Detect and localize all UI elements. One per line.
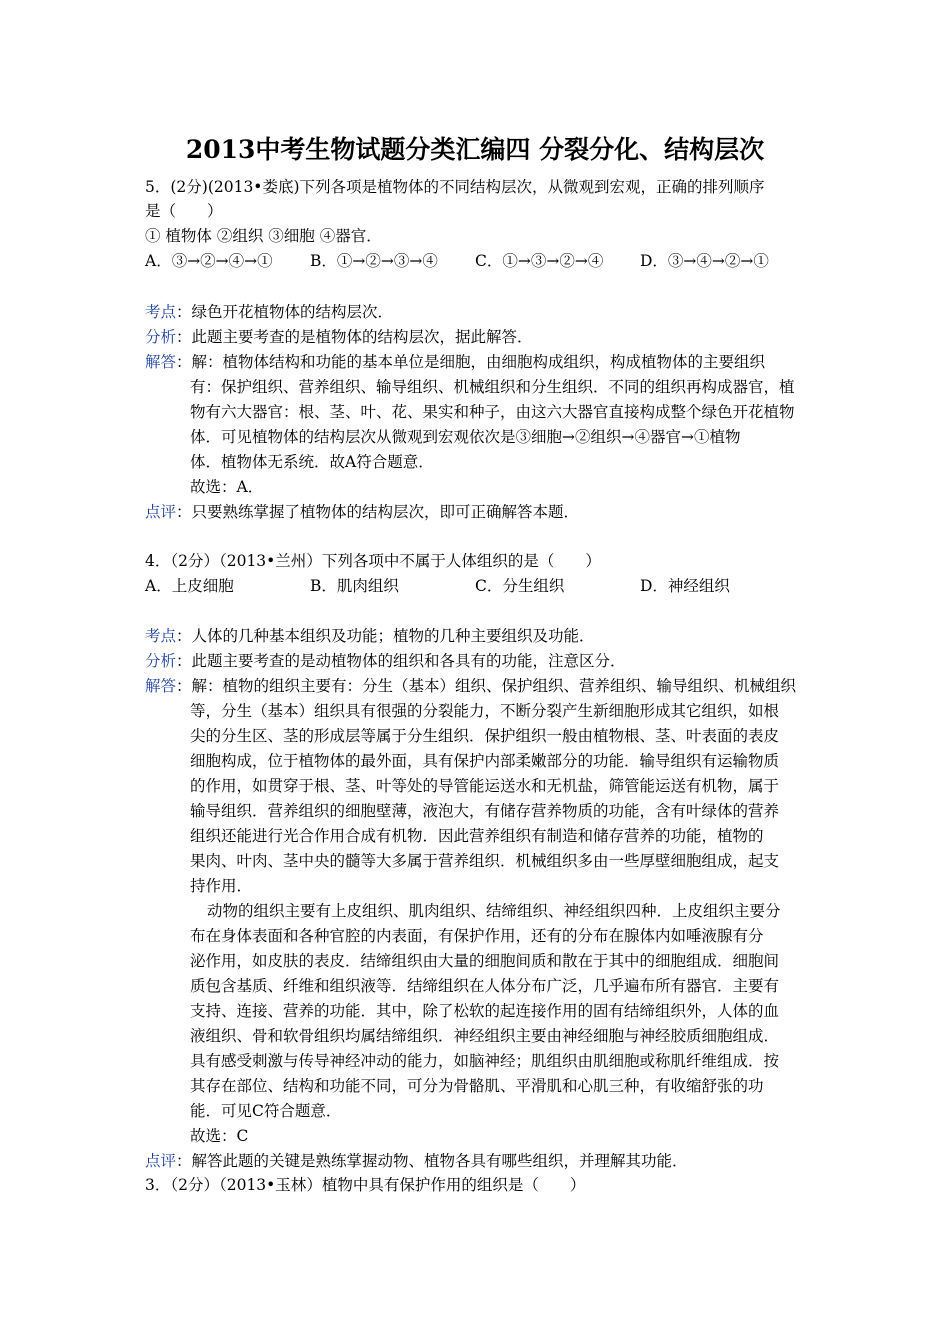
q5-items: ① 植物体 ②组织 ③细胞 ④器官．: [145, 227, 382, 245]
q4-option-b: B．肌肉组织: [310, 577, 399, 595]
q4-dianping: 点评：解答此题的关键是熟练掌握动物、植物各具有哪些组织，并理解其功能．: [145, 1152, 688, 1170]
q5-option-c: C．①→③→②→④: [475, 252, 604, 270]
q4-kaodian: 考点：人体的几种基本组织及功能；植物的几种主要组织及功能．: [145, 627, 595, 645]
q4-jieda-line2: 等，分生（基本）组织具有很强的分裂能力，不断分裂产生新细胞形成其它组织，如根: [190, 702, 780, 720]
q4-jieda-line4: 细胞构成，位于植物体的最外面，具有保护内部柔嫩部分的功能．输导组织有运输物质: [190, 752, 780, 770]
q5-answer: 故选：A．: [190, 478, 264, 496]
q5-jieda-line4: 体．可见植物体的结构层次从微观到宏观依次是③细胞→②组织→④器官→①植物: [190, 428, 741, 446]
q4-options: [145, 574, 845, 598]
q4-jieda-line16: 具有感受刺激与传导神经冲动的能力，如脑神经；肌组织由肌细胞或称肌纤维组成．按: [190, 1052, 780, 1070]
q4-option-c: C．分生组织: [475, 577, 565, 595]
q5-kaodian: 考点：绿色开花植物体的结构层次．: [145, 303, 394, 321]
q4-jieda-line6: 输导组织．营养组织的细胞壁薄，液泡大，有储存营养物质的功能，含有叶绿体的营养: [190, 802, 780, 820]
label-jieda: 解答: [145, 677, 177, 695]
label-kaodian: 考点: [145, 303, 177, 321]
q5-stem-line2: 是（ ）: [145, 202, 223, 220]
q3-stem: 3．（2分）（2013•玉林）植物中具有保护作用的组织是（ ）: [145, 1176, 586, 1194]
q4-jieda-line8: 果肉、叶肉、茎中央的髓等大多属于营养组织．机械组织多由一些厚壁细胞组成，起支: [190, 852, 780, 870]
label-fenxi: 分析: [145, 328, 177, 346]
q5-stem-line1: 5．(2分)(2013•娄底)下列各项是植物体的不同结构层次，从微观到宏观，正确的排列顺序: [145, 178, 765, 196]
q4-jieda-line5: 的作用，如贯穿于根、茎、叶等处的导管能运送水和无机盐，筛管能运送有机物，属于: [190, 777, 780, 795]
q4-answer: 故选：C: [190, 1127, 249, 1145]
q4-jieda-line14: 支持、连接、营养的功能．其中，除了松软的起连接作用的固有结缔组织外，人体的血: [190, 1002, 780, 1020]
q4-jieda-line12: 泌作用，如皮肤的表皮．结缔组织由大量的细胞间质和散在于其中的细胞组成．细胞间: [190, 952, 780, 970]
label-kaodian: 考点: [145, 627, 177, 645]
q5-jieda-line5: 体．植物体无系统．故A符合题意．: [190, 453, 434, 471]
page-title: 2013中考生物试题分类汇编四 分裂分化、结构层次: [185, 135, 765, 164]
q4-jieda-line10: 动物的组织主要有上皮组织、肌肉组织、结缔组织、神经组织四种．上皮组织主要分: [207, 902, 781, 920]
q5-fenxi: 分析：此题主要考查的是植物体的结构层次，据此解答．: [145, 328, 533, 346]
q4-option-a: A．上皮细胞: [145, 577, 234, 595]
label-fenxi: 分析: [145, 652, 177, 670]
q4-jieda-line7: 组织还能进行光合作用合成有机物．因此营养组织有制造和储存营养的功能，植物的: [190, 827, 764, 845]
q5-dianping: 点评：只要熟练掌握了植物体的结构层次，即可正确解答本题．: [145, 503, 580, 521]
label-dianping: 点评: [145, 503, 177, 521]
q4-jieda-line13: 质包含基质、纤维和组织液等．结缔组织在人体分布广泛，几乎遍布所有器官．主要有: [190, 977, 780, 995]
q4-jieda-line15: 液组织、骨和软骨组织均属结缔组织．神经组织主要由神经细胞与神经胶质细胞组成．: [190, 1027, 780, 1045]
q5-option-d: D．③→④→②→①: [640, 252, 769, 270]
q4-jieda-line11: 布在身体表面和各种官腔的内表面，有保护作用，还有的分布在腺体内如唾液腺有分: [190, 927, 764, 945]
q4-stem: 4．（2分）（2013•兰州）下列各项中不属于人体组织的是（ ）: [145, 552, 601, 570]
q5-option-a: A．③→②→④→①: [145, 252, 273, 270]
q4-option-d: D．神经组织: [640, 577, 730, 595]
q4-jieda-line18: 能．可见C符合题意．: [190, 1102, 342, 1120]
label-jieda: 解答: [145, 353, 177, 371]
q4-fenxi: 分析：此题主要考查的是动植物体的组织和各具有的功能，注意区分．: [145, 652, 626, 670]
q5-jieda-line3: 物有六大器官：根、茎、叶、花、果实和种子，由这六大器官直接构成整个绿色开花植物: [190, 403, 795, 421]
label-dianping: 点评: [145, 1152, 177, 1170]
q5-options: [145, 249, 845, 273]
q5-jieda-line1: 解答：解：植物体结构和功能的基本单位是细胞，由细胞构成组织，构成植物体的主要组织: [145, 353, 766, 371]
q4-jieda-line9: 持作用．: [190, 877, 253, 895]
q4-jieda-line17: 其存在部位、结构和功能不同，可分为骨骼肌、平滑肌和心肌三种，有收缩舒张的功: [190, 1077, 764, 1095]
q4-jieda-line1: 解答：解：植物的组织主要有：分生（基本）组织、保护组织、营养组织、输导组织、机械组织: [145, 677, 797, 695]
q5-option-b: B．①→②→③→④: [310, 252, 438, 270]
q5-jieda-line2: 有：保护组织、营养组织、输导组织、机械组织和分生组织．不同的组织再构成器官，植: [190, 378, 795, 396]
q4-jieda-line3: 尖的分生区、茎的形成层等属于分生组织．保护组织一般由植物根、茎、叶表面的表皮: [190, 727, 780, 745]
